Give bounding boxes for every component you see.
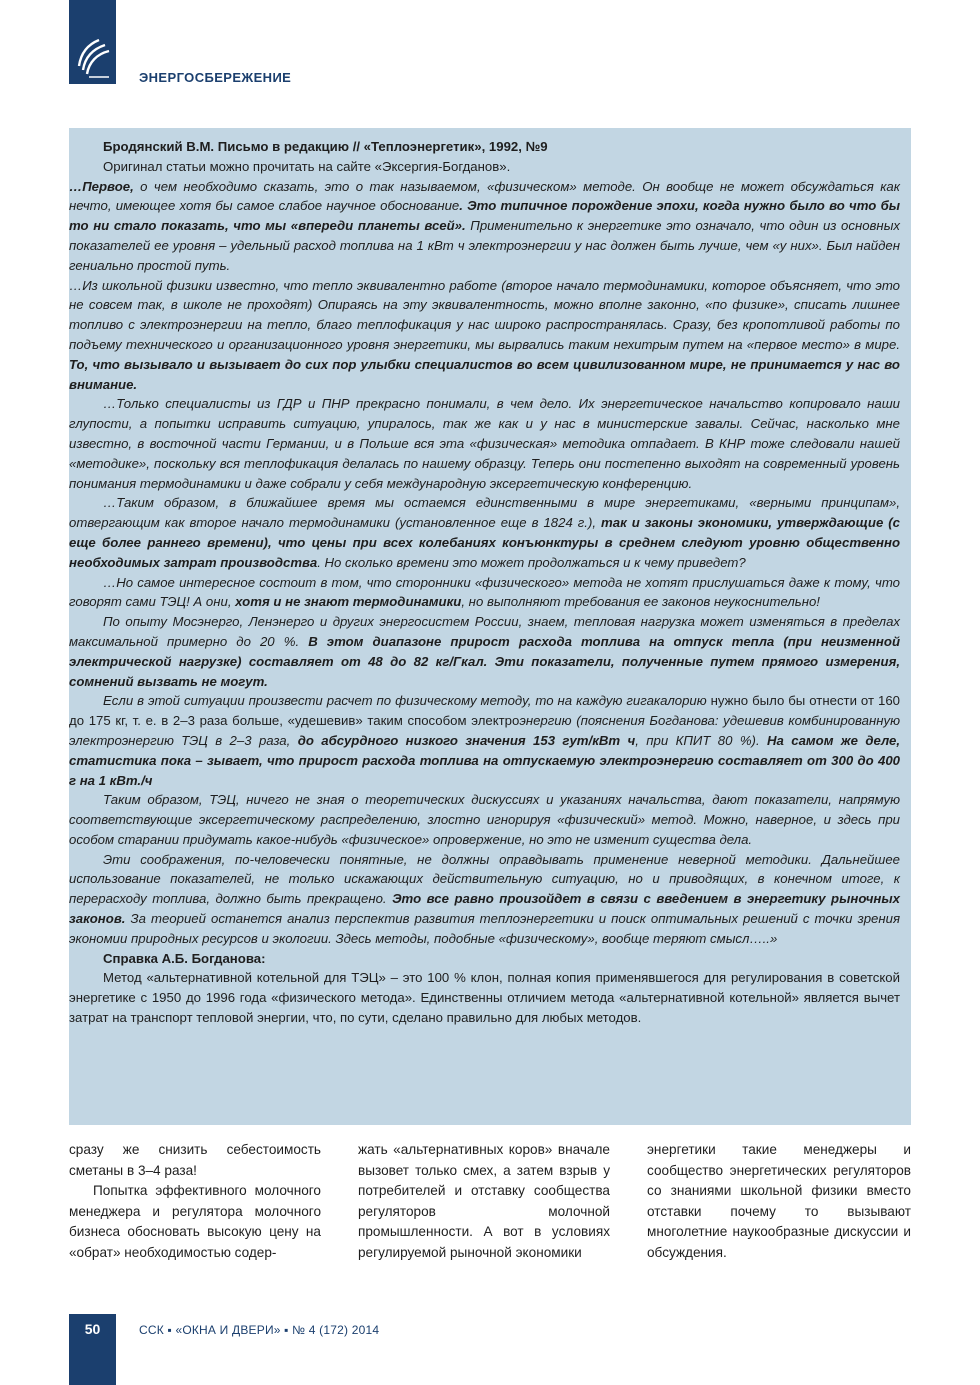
column-paragraph: жать «альтернативных коров» вначале вызовет только смех, а затем взрыв у потребителей и отставку сообщества регуляторов молочной промышленности. А вот в условиях регулируемой рыночной экономики [358,1142,610,1260]
paragraph-6 [69,612,900,691]
text-span: В этом диапазоне прирост расхода топлива на отпуск тепла (при неизменной электрической нагрузке) составляет от 48 до 82 кг/Гкал. Эти показатели, полученные путем прямого измерения, сомнений вызвать не могут. [69,633,900,689]
text-span: Если в этой ситуации произвести расчет по физическому методу, то на каждую гигакалорию [103,693,707,709]
text-span: энергию (пояснения Богданова: удешевив комбинированную электроэнергию ТЭЦ в 2–3 раза, [69,713,901,748]
paragraph-9 [69,850,900,949]
citation: Бродянский В.М. Письмо в редакцию // «Теплоэнергетик», 1992, №9 [103,139,548,154]
text-span: . Но сколько времени это может продолжаться и к чему приведет? [317,554,746,570]
source-note: Оригинал статьи можно прочитать на сайте «Эксергия-Богданов». [103,158,511,174]
note-title: Справка А.Б. Богданова: [103,950,266,966]
page-number-bar [69,1314,116,1385]
text-span: Это все равно произойдет в связи с введением в энергетику рыночных законов. [69,891,900,927]
brand-bar [69,0,116,84]
quote-box [69,128,911,1125]
column-paragraph: Попытка эффективного молочного менеджера и регулятора молочного бизнеса обосновать высокую цену на «обрат» необходимостью содер- [69,1183,321,1260]
logo-icon [75,36,111,80]
footer-publication: ССК ▪ «ОКНА И ДВЕРИ» ▪ № 4 (172) 2014 [139,1323,380,1337]
text-span: На самом же деле, статистика пока – зывает, что прирост расхода топлива на отпускаемую электроэнергию составляет от 300 до 400 г на 1 кВт./ч [69,732,900,788]
text-span: То, что вызывало и вызывает до сих пор улыбки специалистов во всем цивилизованном мире, не принимается у нас во внимание. [69,356,900,392]
text-span: По опыту Мосэнерго, Ленэнерго и других энергосистем России, знаем, тепловая нагрузка может изменяться в пределах максимальной примерно до 20 %. [69,614,900,649]
paragraph-7 [69,691,900,790]
section-title: ЭНЕРГОСБЕРЕЖЕНИЕ [139,70,292,85]
text-span: Применительно к энергетике это означало, что один из основных показателей ее уровня – удельный расход топлива на 1 кВт ч электроэнергии у нас должен быть лучше, чем «у них». Был найден гениально простой путь. [69,218,900,273]
column-paragraph: сразу же снизить себестоимость сметаны в 3–4 раза! [69,1142,321,1178]
text-span: Эти соображения, по-человечески понятные, не должны оправдывать применение неверной методики. Дальнейшее использование показателей, не только искажающих действительную ситуацию, но и приводящих, в конечном итоге, к перерасходу топлива, должно быть прекращено. [69,851,900,907]
text-span: …Но самое интересное состоит в том, что сторонники «физического» метода не хотят прислушаться даже к тому, что говорят сами ТЭЦ! А они, [69,574,900,610]
quote-content [69,137,900,1028]
text-span: до абсурдного низкого значения 153 гут/кВт ч [290,732,636,748]
paragraph-3: …Только специалисты из ГДР и ПНР прекрасно понимали, в чем дело. Их энергетическое начальство копировало наши глупости, а попытки исправить ситуацию, упиралось, так же как и у нас в министерские завалы. Сейчас, насколько мне известно, в восточной части Германии, и в Польше вся эта «физическая» методика отпадает. В КНР тоже следовали нашей «методике», поскольку вся теплофикация делалась по нашему образцу. Теперь они постепенно выходят на современный уровень понимания термодинамики и даже собрали у себя международную эксергетическую конференцию. [69,396,900,491]
text-span: нужно было бы отнести от 160 до 175 кг, т. е. в 2–3 раза больше, «удешевив» таким способом электро [69,693,900,729]
text-span: так и законы экономики, утверждающие (с еще более раннего времени), что цены при всех колебаниях конъюнктуры в среднем следуют уровню общественно необходимых затрат производства [69,515,901,570]
paragraph-5 [69,573,900,613]
text-span: о чем необходимо сказать, это о так называемом, «физическом» методе. Он вообще не может обсуждаться как нечто, имеющее хотя бы самое слабое научное обоснование [69,178,900,214]
column-2 [358,1140,610,1263]
text-span: , при КПИТ 80 %). [635,732,760,748]
text-span: . Это типичное порождение эпохи, когда нужно было во что бы то ни стало показать, что мы «впереди планеты всей». [69,198,900,234]
paragraph-2 [69,276,900,395]
paragraph-8: Таким образом, ТЭЦ, ничего не зная о теоретических дискуссиях и указаниях начальства, дают показатели, напрямую соответствующие эксергетическому распределению, злостно игнорируя «физический» метод. Можно, наверное, и здесь при особом старании придумать какое-нибудь «физическое» опровержение, но это не изменит существа дела. [69,792,900,847]
text-span: , но выполняют требования ее законов неукоснительно! [461,594,820,610]
text-span: За теорией останется анализ перспектив развития теплоэнергетики и поиск оптимальных решений с точки зрения экономии природных ресурсов и экологии. Здесь методы, подобные «физическому», вообще теряют смысл…..» [69,911,900,946]
paragraph-4 [69,493,900,572]
text-span: …Первое, [69,178,134,194]
text-span: …Таким образом, в ближайшее время мы остаемся единственными в мире энергетиками, «верными принципам», отвергающим как второе начало термодинамики (установленное еще в 1824 г.), [69,495,900,531]
paragraph-1 [69,177,900,276]
text-span: …Из школьной физики известно, что тепло эквивалентно работе (второе начало термодинамики, которое объясняет, что это не совсем так, в школе не проходят) Опираясь на эту эквивалентность, можно вполне законно, «по физике», списать лишнее топливо с электроэнергии на тепло, благо теплофикация у нас широко распространялась. Сразу, без кропотливой работы по подъему технического и организационного уровня энергетики, мы вырвались таким нехитрым путем на «первое место» в мире. [69,277,900,352]
column-paragraph: энергетики такие менеджеры и сообщество энергетических регуляторов со знаниями школьной физики вместо отставки почему то вызывают многолетние наукообразные дискуссии и обсуждения. [647,1142,911,1260]
column-1 [69,1140,321,1263]
column-3 [647,1140,911,1263]
text-span: хотя и не знают термодинамики [231,594,462,610]
page-number: 50 [84,1321,101,1337]
note-text: Метод «альтернативной котельной для ТЭЦ» – это 100 % клон, полная копия применявшегося для регулирования в советской энергетике с 1950 до 1996 года «физического метода». Единственны отличием метода «альтернативной котельной» является вычет затрат на транспорт тепловой энергии, что, по сути, сделано правильно для любых методов. [69,970,900,1026]
